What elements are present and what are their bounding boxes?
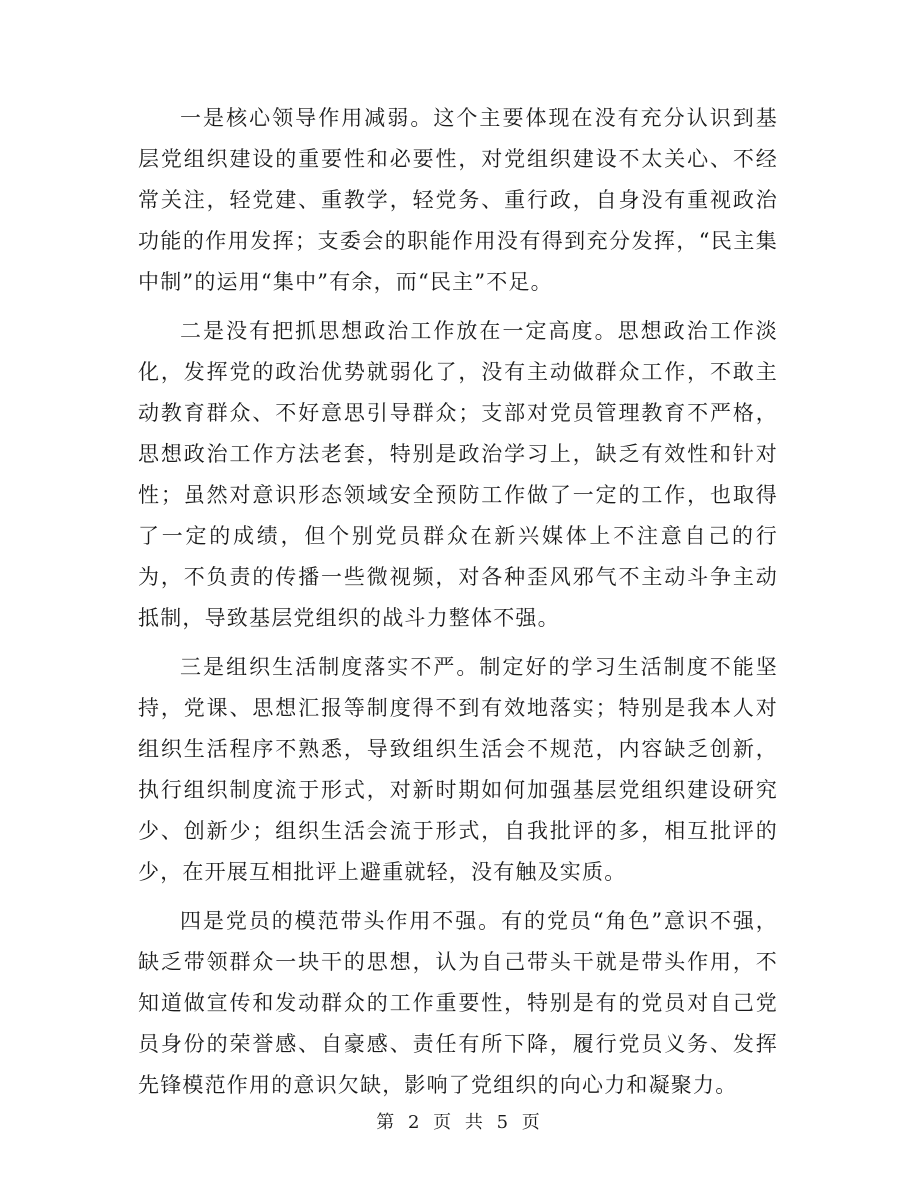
paragraph-4: 四是党员的模范带头作用不强。有的党员“角色”意识不强，缺乏带领群众一块干的思想，认为自己带头干就是带头作用，不知道做宣传和发动群众的工作重要性，特别是有的党员对自己党员身份的荣誉感、自豪感、责任有所下降，履行党员义务、发挥先锋模范作用的意识欠缺，影响了党组织的向心力和凝聚力。 — [138, 909, 778, 1097]
paragraph-2: 二是没有把抓思想政治工作放在一定高度。思想政治工作淡化，发挥党的政治优势就弱化了，没有主动做群众工作，不敢主动教育群众、不好意思引导群众；支部对党员管理教育不严格，思想政治工作方法老套，特别是政治学习上，缺乏有效性和针对性；虽然对意识形态领域安全预防工作做了一定的工作，也取得了一定的成绩，但个别党员群众在新兴媒体上不注意自己的行为，不负责的传播一些微视频，对各种歪风邪气不主动斗争主动抵制，导致基层党组织的战斗力整体不强。 — [138, 319, 778, 630]
page-number: 第 2 页 共 5 页 — [376, 1112, 544, 1133]
document-body — [138, 98, 778, 1114]
paragraph-1: 一是核心领导作用减弱。这个主要体现在没有充分认识到基层党组织建设的重要性和必要性，对党组织建设不太关心、不经常关注，轻党建、重教学，轻党务、重行政，自身没有重视政治功能的作用发挥；支委会的职能作用没有得到充分发挥，“民主集中制”的运用“集中”有余，而“民主”不足。 — [138, 106, 778, 294]
page-footer — [0, 1108, 920, 1134]
paragraph-3: 三是组织生活制度落实不严。制定好的学习生活制度不能坚持，党课、思想汇报等制度得不到有效地落实；特别是我本人对组织生活程序不熟悉，导致组织生活会不规范，内容缺乏创新，执行组织制度流于形式，对新时期如何加强基层党组织建设研究少、创新少；组织生活会流于形式，自我批评的多，相互批评的少，在开展互相批评上避重就轻，没有触及实质。 — [138, 655, 778, 884]
